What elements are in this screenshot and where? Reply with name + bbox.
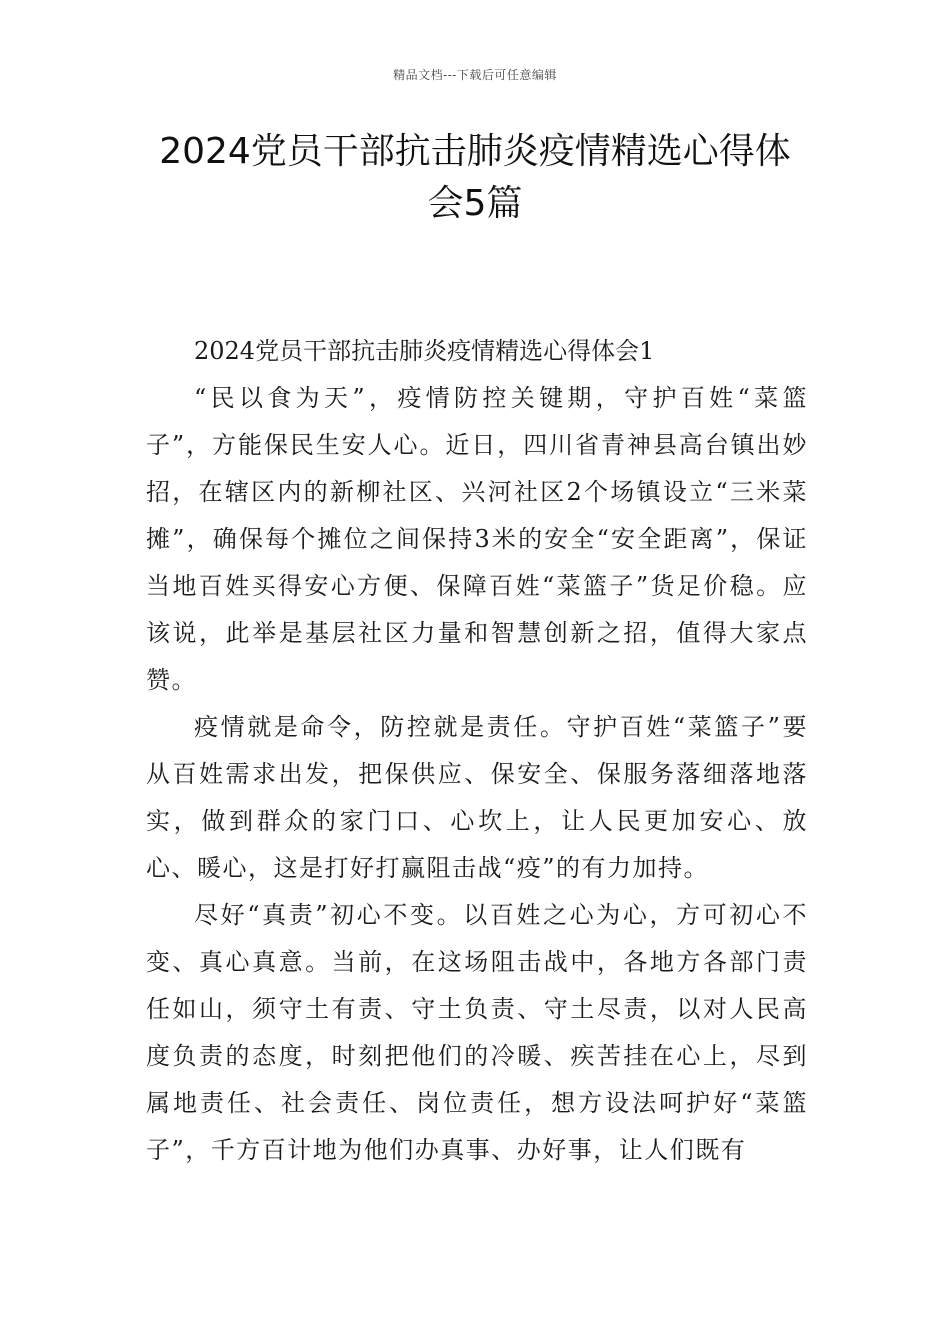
- document-body: [146, 328, 808, 1174]
- document-title: [130, 126, 820, 230]
- header-note: 精品文档---下载后可任意编辑: [393, 68, 557, 82]
- section-subtitle: 2024党员干部抗击肺炎疫情精选心得体会1: [194, 337, 655, 365]
- document-title-line-1: 2024党员干部抗击肺炎疫情精选心得体: [159, 131, 791, 172]
- paragraph-1: “民以食为天”，疫情防控关键期，守护百姓“菜篮子”，方能保民生安人心。近日，四川省青神县高台镇出妙招，在辖区内的新柳社区、兴河社区2个场镇设立“三米菜摊”，确保每个摊位之间保持3米的安全“安全距离”，保证当地百姓买得安心方便、保障百姓“菜篮子”货足价稳。应该说，此举是基层社区力量和智慧创新之招，值得大家点赞。: [146, 384, 808, 694]
- paragraph-3: 尽好“真责”初心不变。以百姓之心为心，方可初心不变、真心真意。当前，在这场阻击战中，各地方各部门责任如山，须守土有责、守土负责、守土尽责，以对人民高度负责的态度，时刻把他们的冷暖、疾苦挂在心上，尽到属地责任、社会责任、岗位责任，想方设法呵护好“菜篮子”，千方百计地为他们办真事、办好事，让人们既有: [146, 901, 808, 1164]
- paragraph-2: 疫情就是命令，防控就是责任。守护百姓“菜篮子”要从百姓需求出发，把保供应、保安全、保服务落细落地落实，做到群众的家门口、心坎上，让人民更加安心、放心、暖心，这是打好打赢阻击战“疫”的有力加持。: [146, 713, 808, 882]
- document-title-line-2: 会5篇: [427, 183, 523, 224]
